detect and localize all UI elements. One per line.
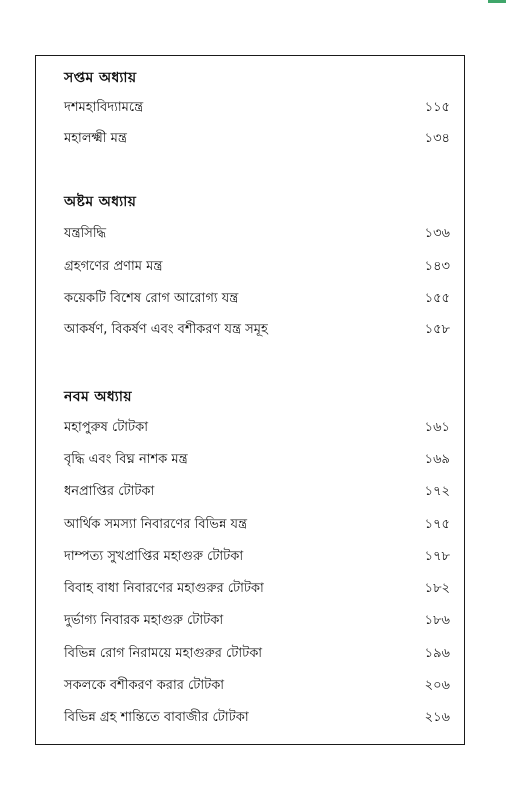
toc-entry[interactable]: [64, 644, 450, 666]
top-edge-accent: [488, 0, 506, 3]
toc-entry-page: ১১৫: [424, 100, 450, 115]
toc-entry-page: ২১৬: [424, 710, 450, 725]
toc-entry-title: বৃদ্ধি এবং বিঘ্ন নাশক মন্ত্র: [64, 452, 188, 467]
toc-entry-page: ১৫৮: [424, 322, 450, 337]
toc-entry[interactable]: [64, 320, 450, 342]
toc-entry-page: ১৭২: [424, 484, 450, 499]
toc-entry-page: ১৮২: [424, 581, 450, 596]
toc-entry-page: ১৬১: [424, 420, 450, 435]
toc-entry[interactable]: [64, 224, 450, 246]
toc-entry[interactable]: [64, 708, 450, 730]
toc-entry-page: ১৭৫: [424, 517, 450, 532]
toc-entry-page: ১৩৪: [424, 131, 450, 146]
toc-entry-title: আকর্ষণ, বিকর্ষণ এবং বশীকরণ যন্ত্র সমূহ: [64, 322, 268, 337]
toc-entry-title: দুর্ভাগ্য নিবারক মহাগুরু টোটকা: [64, 613, 224, 628]
toc-frame: [35, 55, 465, 745]
toc-entry-title: গ্রহগণের প্রণাম মন্ত্র: [64, 259, 163, 274]
toc-entry-page: ১৫৫: [424, 291, 450, 306]
toc-entry[interactable]: [64, 418, 450, 440]
toc-entry[interactable]: [64, 289, 450, 311]
toc-entry-page: ১৬৯: [424, 452, 450, 467]
toc-entry[interactable]: [64, 515, 450, 537]
toc-entry[interactable]: [64, 257, 450, 279]
toc-entry-title: দশমহাবিদ্যামন্ত্রে: [64, 100, 144, 115]
chapter-heading-8: অষ্টম অধ্যায়: [64, 194, 137, 210]
toc-entry-page: ১৩৬: [424, 226, 450, 241]
toc-entry[interactable]: [64, 611, 450, 633]
toc-entry-title: আর্থিক সমস্যা নিবারণের বিভিন্ন যন্ত্র: [64, 517, 248, 532]
toc-entry-title: যন্ত্রসিদ্ধি: [64, 226, 107, 241]
toc-entry[interactable]: [64, 129, 450, 151]
toc-entry-title: মহাপুরুষ টোটকা: [64, 420, 148, 435]
table-of-contents: [64, 56, 450, 744]
toc-entry[interactable]: [64, 579, 450, 601]
toc-entry[interactable]: [64, 450, 450, 472]
toc-entry[interactable]: [64, 676, 450, 698]
toc-entry-title: বিবাহ বাধা নিবারণের মহাগুরুর টোটকা: [64, 581, 264, 596]
toc-entry-title: মহালক্ষ্মী মন্ত্র: [64, 131, 127, 146]
toc-entry-page: ১৪৩: [424, 259, 450, 274]
toc-entry-page: ২০৬: [424, 678, 450, 693]
toc-entry-title: কয়েকটি বিশেষ রোগ আরোগ্য যন্ত্র: [64, 291, 239, 306]
toc-entry-page: ১৯৬: [424, 646, 450, 661]
toc-entry-title: দাম্পত্য সুখপ্রাপ্তির মহাগুরু টোটকা: [64, 549, 244, 564]
toc-entry-title: বিভিন্ন রোগ নিরাময়ে মহাগুরুর টোটকা: [64, 646, 263, 661]
toc-entry-title: ধনপ্রাপ্তির টোটকা: [64, 484, 155, 499]
toc-entry-title: বিভিন্ন গ্রহ শান্তিতে বাবাজীর টোটকা: [64, 710, 249, 725]
toc-entry-page: ১৭৮: [424, 549, 450, 564]
chapter-heading-7: সপ্তম অধ্যায়: [64, 70, 137, 86]
toc-entry[interactable]: [64, 547, 450, 569]
toc-entry[interactable]: [64, 482, 450, 504]
chapter-heading-9: নবম অধ্যায়: [64, 389, 132, 405]
toc-entry-page: ১৮৬: [424, 613, 450, 628]
toc-entry-title: সকলকে বশীকরণ করার টোটকা: [64, 678, 225, 693]
toc-entry[interactable]: [64, 98, 450, 120]
